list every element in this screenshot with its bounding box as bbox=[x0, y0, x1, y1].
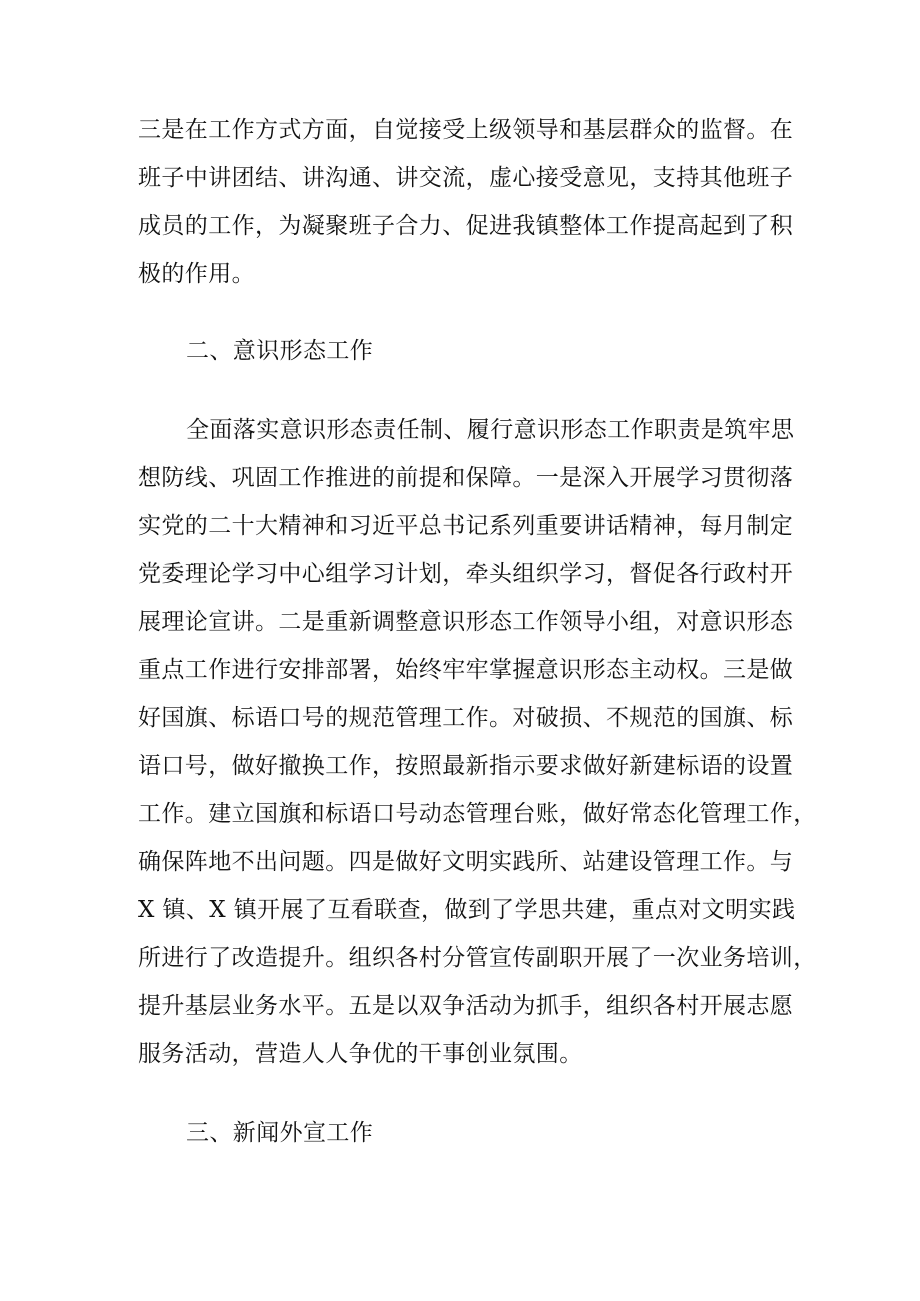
paragraph-line: 三是在工作方式方面，自觉接受上级领导和基层群众的监督。在 bbox=[138, 117, 794, 143]
section-heading: 二、意识形态工作 bbox=[186, 338, 374, 364]
paragraph-line: 确保阵地不出问题。四是做好文明实践所、站建设管理工作。与 bbox=[138, 849, 794, 875]
paragraph-line: 展理论宣讲。二是重新调整意识形态工作领导小组，对意识形态 bbox=[138, 609, 794, 635]
paragraph-line: 极的作用。 bbox=[138, 261, 255, 287]
paragraph-line: 服务活动，营造人人争优的干事创业氛围。 bbox=[138, 1041, 583, 1067]
paragraph-line: 所进行了改造提升。组织各村分管宣传副职开展了一次业务培训， bbox=[138, 945, 817, 971]
paragraph-line: 班子中讲团结、讲沟通、讲交流，虚心接受意见，支持其他班子 bbox=[138, 165, 794, 191]
paragraph-line: 好国旗、标语口号的规范管理工作。对破损、不规范的国旗、标 bbox=[138, 705, 794, 731]
paragraph-line: 重点工作进行安排部署，始终牢牢掌握意识形态主动权。三是做 bbox=[138, 657, 794, 683]
paragraph-line: 想防线、巩固工作推进的前提和保障。一是深入开展学习贯彻落 bbox=[138, 465, 794, 491]
paragraph-line: 语口号，做好撤换工作，按照最新指示要求做好新建标语的设置 bbox=[138, 753, 794, 779]
paragraph-line: 工作。建立国旗和标语口号动态管理台账，做好常态化管理工作， bbox=[138, 801, 817, 827]
paragraph-line: X 镇、X 镇开展了互看联查，做到了学思共建，重点对文明实践 bbox=[138, 897, 796, 923]
paragraph-line: 提升基层业务水平。五是以双争活动为抓手，组织各村开展志愿 bbox=[138, 993, 794, 1019]
paragraph-line: 成员的工作，为凝聚班子合力、促进我镇整体工作提高起到了积 bbox=[138, 213, 794, 239]
paragraph-line: 党委理论学习中心组学习计划，牵头组织学习，督促各行政村开 bbox=[138, 561, 794, 587]
section-heading: 三、新闻外宣工作 bbox=[186, 1120, 374, 1146]
paragraph-line: 全面落实意识形态责任制、履行意识形态工作职责是筑牢思 bbox=[186, 417, 795, 443]
paragraph-line: 实党的二十大精神和习近平总书记系列重要讲话精神，每月制定 bbox=[138, 513, 794, 539]
